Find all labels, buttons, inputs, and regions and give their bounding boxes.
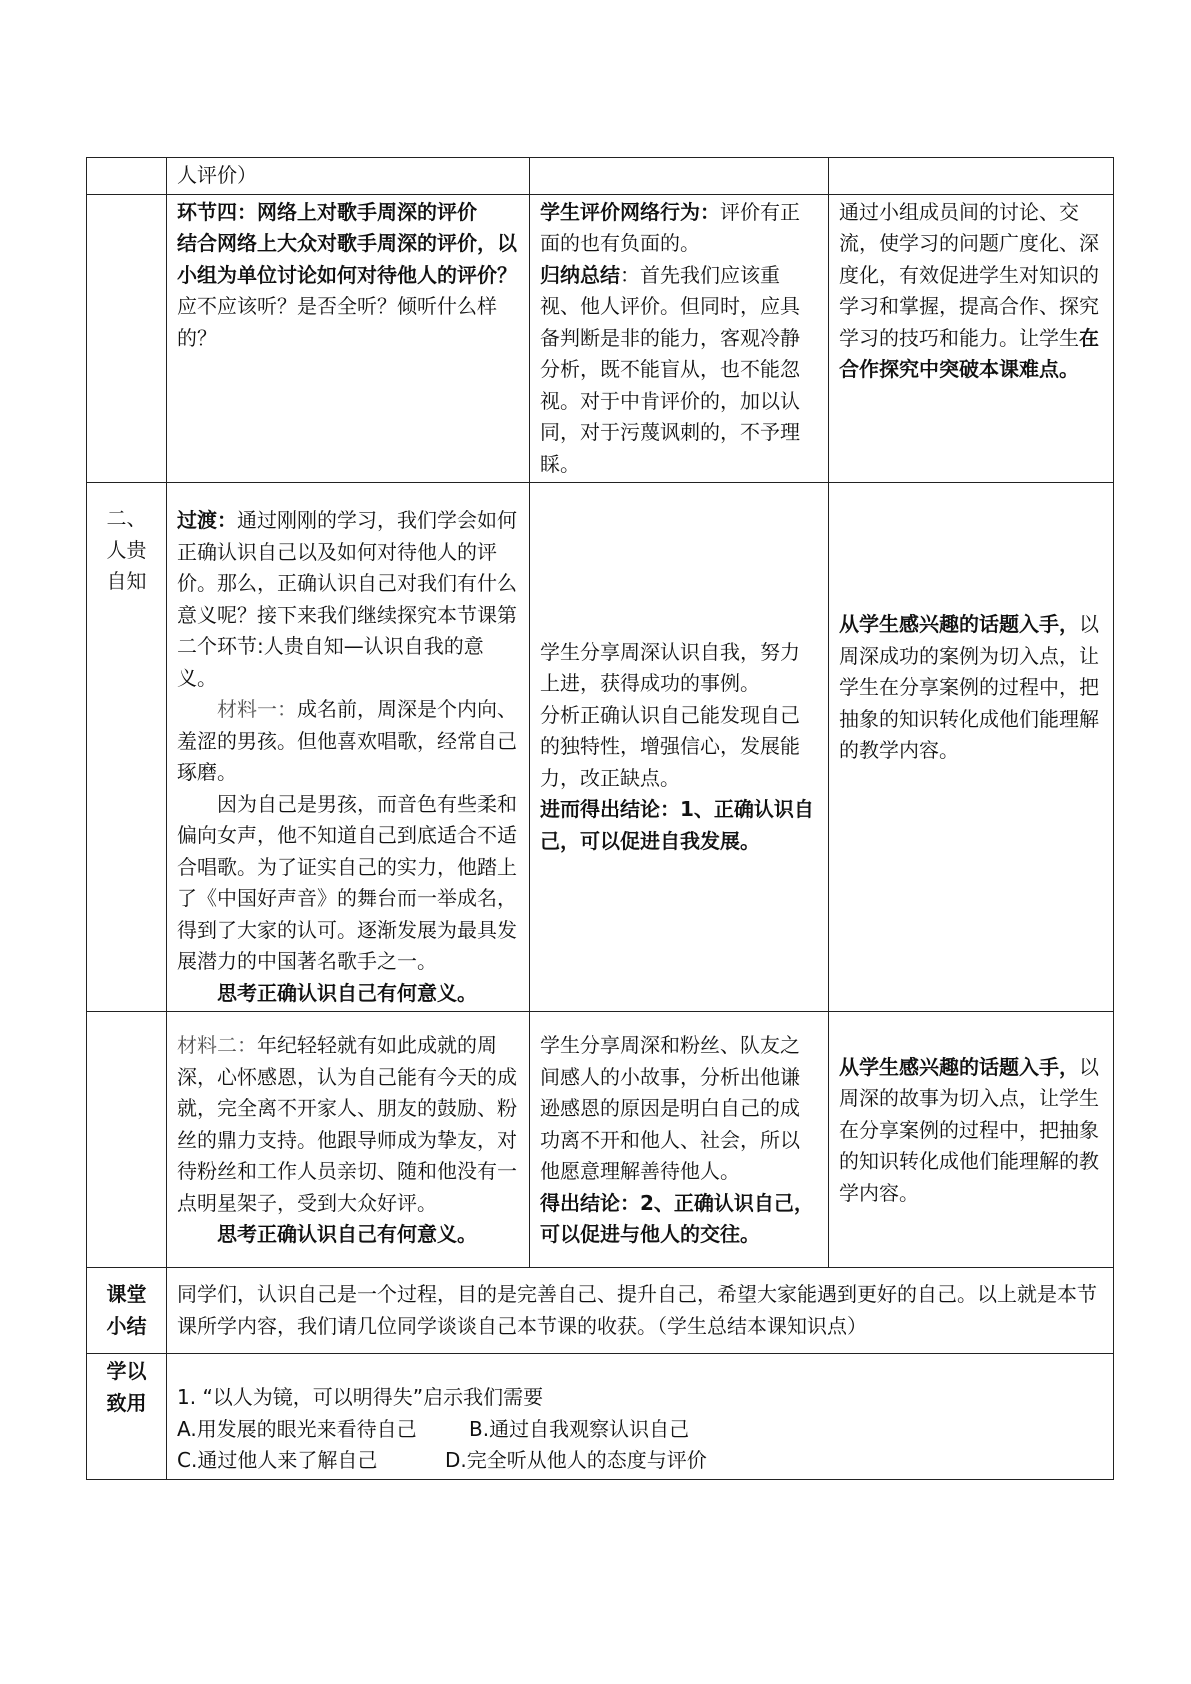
section-cell [87, 1354, 167, 1480]
section-title: 课堂小结 [106, 1282, 147, 1338]
transition-text: 通过刚刚的学习，我们学会如何正确认识自己以及如何对待他人的评价。那么，正确认识自己对我们有什么意义呢？接下来我们继续探究本节课第二个环节:人贵自知—认识自我的意义。 [177, 508, 517, 690]
exercise-options-row [177, 1414, 1103, 1446]
option-d: D.完全听从他人的态度与评价 [445, 1448, 707, 1472]
think-question: 思考正确认识自己有何意义。 [217, 1222, 477, 1246]
option-a: A.用发展的眼光来看待自己 [177, 1416, 417, 1441]
activity-task: 结合网络上大众对歌手周深的评价，以小组为单位讨论如何对待他人的评价？ [177, 231, 517, 287]
activity-cell [167, 158, 530, 195]
purpose-text: 通过小组成员间的讨论、交流，使学习的问题广度化、深度化，有效促进学生对知识的学习和掌握，提高合作、探究学习的技巧和能力。让学生 [839, 199, 1099, 350]
purpose-cell [829, 1012, 1114, 1268]
purpose-bold: 从学生感兴趣的话题入手， [839, 1054, 1079, 1079]
student-lead-text: 评价有正面的也有负面的。 [540, 199, 800, 255]
material-two-text: 年纪轻轻就有如此成就的周深，心怀感恩，认为自己能有今天的成就，完全离不开家人、朋友的鼓励、粉丝的鼎力支持。他跟导师成为挚友，对待粉丝和工作人员亲切、随和他没有一点明星架子，受到大众好评。 [177, 1033, 517, 1215]
student-lead-label: 学生评价网络行为： [540, 199, 720, 224]
material-one-label: 材料一： [217, 697, 297, 721]
activity-text: 人评价） [177, 163, 257, 187]
table-row [87, 158, 1114, 195]
purpose-text: 以周深成功的案例为切入点，让学生在分享案例的过程中，把抽象的知识转化成他们能理解的教学内容。 [839, 612, 1099, 763]
activity-cell [167, 194, 530, 483]
exercise-options-row [177, 1445, 1103, 1477]
section-title: 学以致用 [106, 1359, 147, 1415]
purpose-bold: 从学生感兴趣的话题入手， [839, 612, 1079, 637]
option-c: C.通过他人来了解自己 [177, 1448, 378, 1472]
exercise-cell [167, 1354, 1114, 1480]
material-two-label: 材料二： [177, 1033, 257, 1057]
student-conclusion: 进而得出结论：1、正确认识自己，可以促进自我发展。 [540, 797, 814, 853]
lesson-plan-table [86, 157, 1114, 1480]
purpose-bold: 在合作探究中突破本课难点。 [839, 325, 1099, 381]
section-cell [87, 158, 167, 195]
student-cell [530, 1012, 829, 1268]
summary-cell [167, 1268, 1114, 1354]
activity-cell [167, 1012, 530, 1268]
purpose-cell [829, 158, 1114, 195]
table-row [87, 483, 1114, 1012]
student-cell [530, 194, 829, 483]
student-conclusion: 得出结论：2、正确认识自己，可以促进与他人的交往。 [540, 1190, 814, 1246]
activity-cell [167, 483, 530, 1012]
purpose-cell [829, 194, 1114, 483]
purpose-text: 以周深的故事为切入点，让学生在分享案例的过程中，把抽象的知识转化成他们能理解的教学内容。 [839, 1054, 1099, 1205]
purpose-cell [829, 483, 1114, 1012]
student-p2: 分析正确认识自己能发现自己的独特性，增强信心，发展能力，改正缺点。 [540, 702, 800, 790]
activity-question: 应不应该听？是否全听？倾听什么样的？ [177, 294, 497, 350]
summary-text: 同学们，认识自己是一个过程，目的是完善自己、提升自己，希望大家能遇到更好的自己。以上就是本节课所学内容，我们请几位同学谈谈自己本节课的收获。（学生总结本课知识点） [177, 1282, 1097, 1338]
student-p1: 学生分享周深和粉丝、队友之间感人的小故事，分析出他谦逊感恩的原因是明白自己的成功离不开和他人、社会，所以他愿意理解善待他人。 [540, 1033, 800, 1183]
table-row [87, 194, 1114, 483]
student-cell [530, 158, 829, 195]
material-one-p1: 成名前，周深是个内向、羞涩的男孩。但他喜欢唱歌，经常自己琢磨。 [177, 697, 517, 784]
student-cell [530, 483, 829, 1012]
table-row [87, 1268, 1114, 1354]
section-cell [87, 1012, 167, 1268]
think-question: 思考正确认识自己有何意义。 [217, 980, 477, 1005]
section-cell [87, 1268, 167, 1354]
section-cell [87, 483, 167, 1012]
activity-title: 环节四：网络上对歌手周深的评价 [177, 199, 477, 224]
table-row [87, 1012, 1114, 1268]
exercise-question: 1. “以人为镜，可以明得失”启示我们需要 [177, 1385, 544, 1409]
material-one-p2: 因为自己是男孩，而音色有些柔和偏向女声，他不知道自己到底适合不适合唱歌。为了证实自己的实力，他踏上了《中国好声音》的舞台而一举成名，得到了大家的认可。逐渐发展为最具发展潜力的中国著名歌手之一。 [177, 791, 517, 973]
section-title: 二、人贵自知 [106, 506, 147, 593]
option-b: B.通过自我观察认识自己 [469, 1416, 690, 1441]
student-p1: 学生分享周深认识自我，努力上进，获得成功的事例。 [540, 639, 800, 696]
summary-label: 归纳总结 [540, 262, 620, 287]
transition-label: 过渡： [177, 508, 237, 532]
summary-text: ：首先我们应该重视、他人评价。但同时，应具备判断是非的能力，客观冷静分析，既不能盲从，也不能忽视。对于中肯评价的，加以认同，对于污蔑讽刺的，不予理睬。 [540, 262, 800, 476]
table-row [87, 1354, 1114, 1480]
section-cell [87, 194, 167, 483]
